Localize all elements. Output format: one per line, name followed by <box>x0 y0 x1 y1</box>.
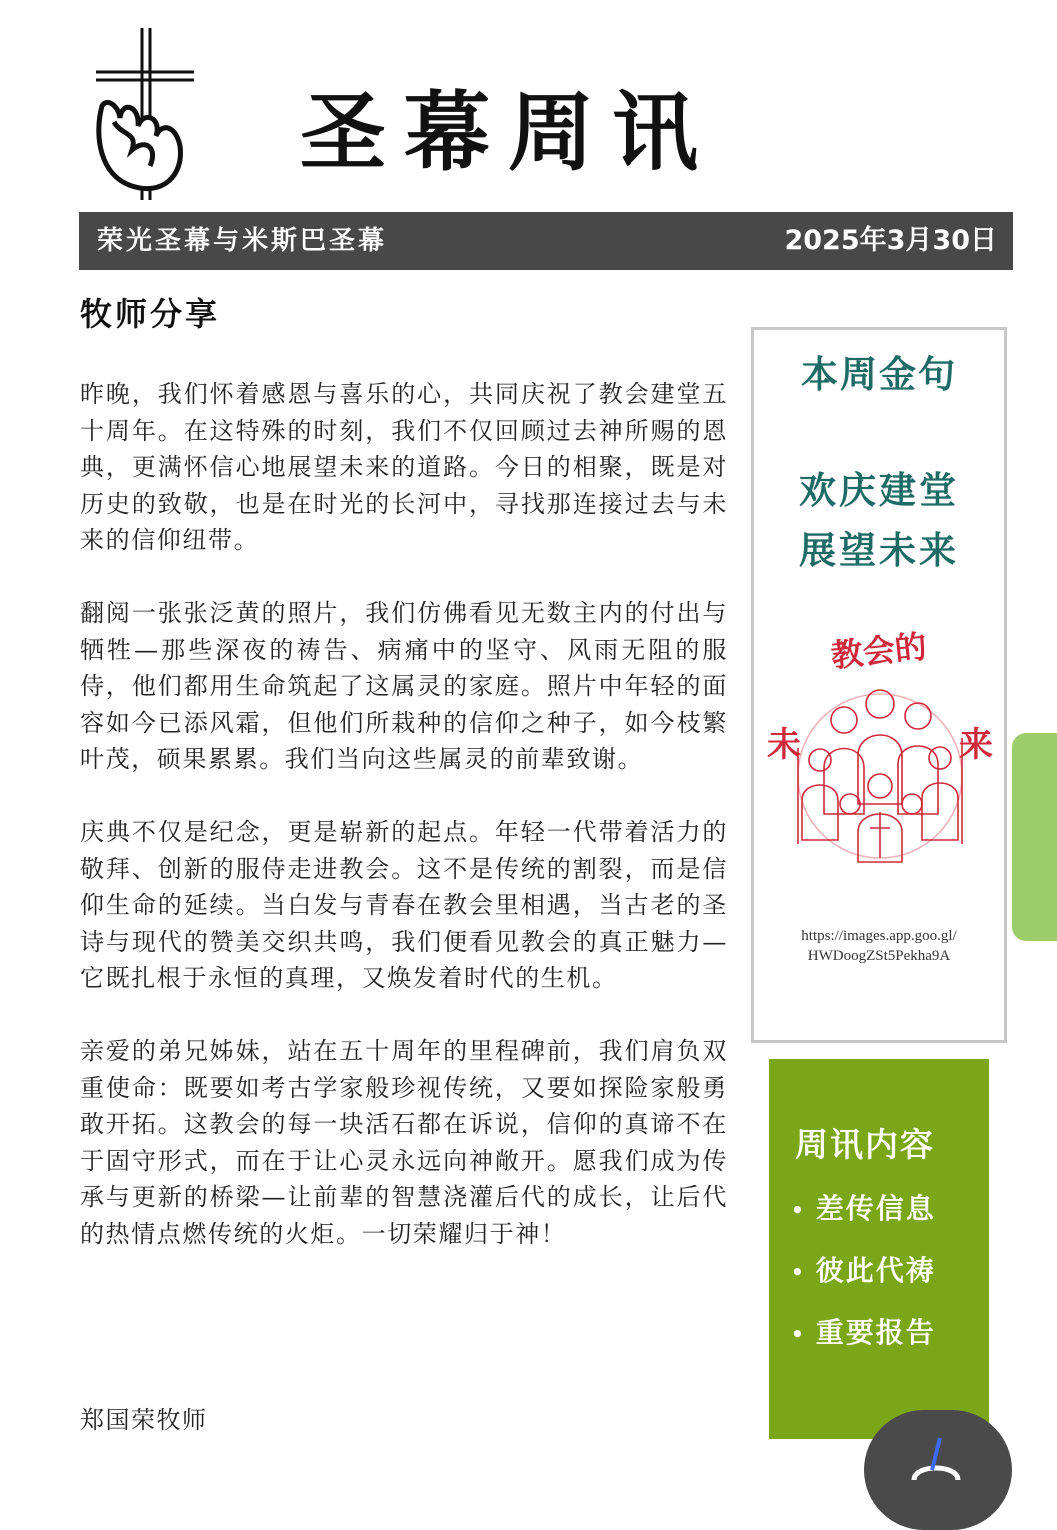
header-banner <box>79 212 1013 270</box>
contents-item <box>791 1187 936 1227</box>
bullet-icon: • <box>791 1198 806 1222</box>
church-logo-icon <box>92 26 200 202</box>
article-paragraph: 庆典不仅是纪念，更是崭新的起点。年轻一代带着活力的敬拜、创新的服侍走进教会。这不是传统的割裂，而是信仰生命的延续。当白发与青春在教会里相遇，当古老的圣诗与现代的赞美交织共鸣，我们便看见教会的真正魅力—它既扎根于永恒的真理，又焕发着时代的生机。 <box>80 817 728 993</box>
contents-item <box>791 1311 936 1351</box>
verse-line-2: 展望未来 <box>799 529 959 572</box>
verse-box-title: 本周金句 <box>801 353 957 396</box>
article-body <box>80 376 728 1288</box>
newsletter-title: 圣幕周讯 <box>300 83 716 183</box>
issue-date: 2025年3月30日 <box>784 225 997 256</box>
pastor-signature: 郑国荣牧师 <box>80 1406 208 1434</box>
article-paragraph: 翻阅一张张泛黄的照片，我们仿佛看见无数主内的付出与牺牲—那些深夜的祷告、病痛中的坚守、风雨无阻的服侍，他们都用生命筑起了这属灵的家庭。照片中年轻的面容如今已添风霜，但他们所栽种的信仰之种子，如今枝繁叶茂，硕果累累。我们当向这些属灵的前辈致谢。 <box>80 598 728 774</box>
contents-title: 周讯内容 <box>795 1125 935 1164</box>
contents-item-label: 差传信息 <box>815 1192 936 1225</box>
article-paragraph: 亲爱的弟兄姊妹，站在五十周年的里程碑前，我们肩负双重使命：既要如考古学家般珍视传统，又要如探险家般勇敢开拓。这教会的每一块活石都在诉说，信仰的真谛不在于固守形式，而在于让心灵永远向神敞开。愿我们成为传承与更新的桥梁—让前辈的智慧浇灌后代的成长，让后代的热情点燃传统的火炬。一切荣耀归于神！ <box>80 1036 728 1248</box>
illustration-right-text: 来 <box>959 725 993 765</box>
bullet-icon: • <box>791 1322 806 1346</box>
newsletter-contents-box <box>769 1059 989 1439</box>
contents-item <box>791 1249 936 1289</box>
image-source-url <box>754 926 1004 966</box>
illustration-left-text: 未 <box>767 725 801 765</box>
illustration-top-text: 教会的 <box>829 627 929 675</box>
image-source-url-line-2: HWDoogZSt5Pekha9A <box>807 948 951 964</box>
church-names: 荣光圣幕与米斯巴圣幕 <box>97 226 388 256</box>
bullet-icon: • <box>791 1260 806 1284</box>
article-paragraph: 昨晚，我们怀着感恩与喜乐的心，共同庆祝了教会建堂五十周年。在这特殊的时刻，我们不仅回顾过去神所赐的恩典，更满怀信心地展望未来的道路。今日的相聚，既是对历史的致敬，也是在时光的长河中，寻找那连接过去与未来的信仰纽带。 <box>80 380 728 555</box>
contents-item-label: 重要报告 <box>815 1316 936 1349</box>
article-heading: 牧师分享 <box>80 295 221 333</box>
church-future-illustration <box>762 618 998 868</box>
contents-item-label: 彼此代祷 <box>815 1254 936 1287</box>
side-panel-tab[interactable] <box>1012 733 1057 941</box>
edit-floating-button[interactable] <box>864 1410 1012 1530</box>
verse-line-1: 欢庆建堂 <box>799 469 959 512</box>
image-source-url-line-1: https://images.app.goo.gl/ <box>801 928 957 944</box>
weekly-verse-box <box>751 327 1007 1043</box>
edit-icon <box>904 1434 968 1484</box>
